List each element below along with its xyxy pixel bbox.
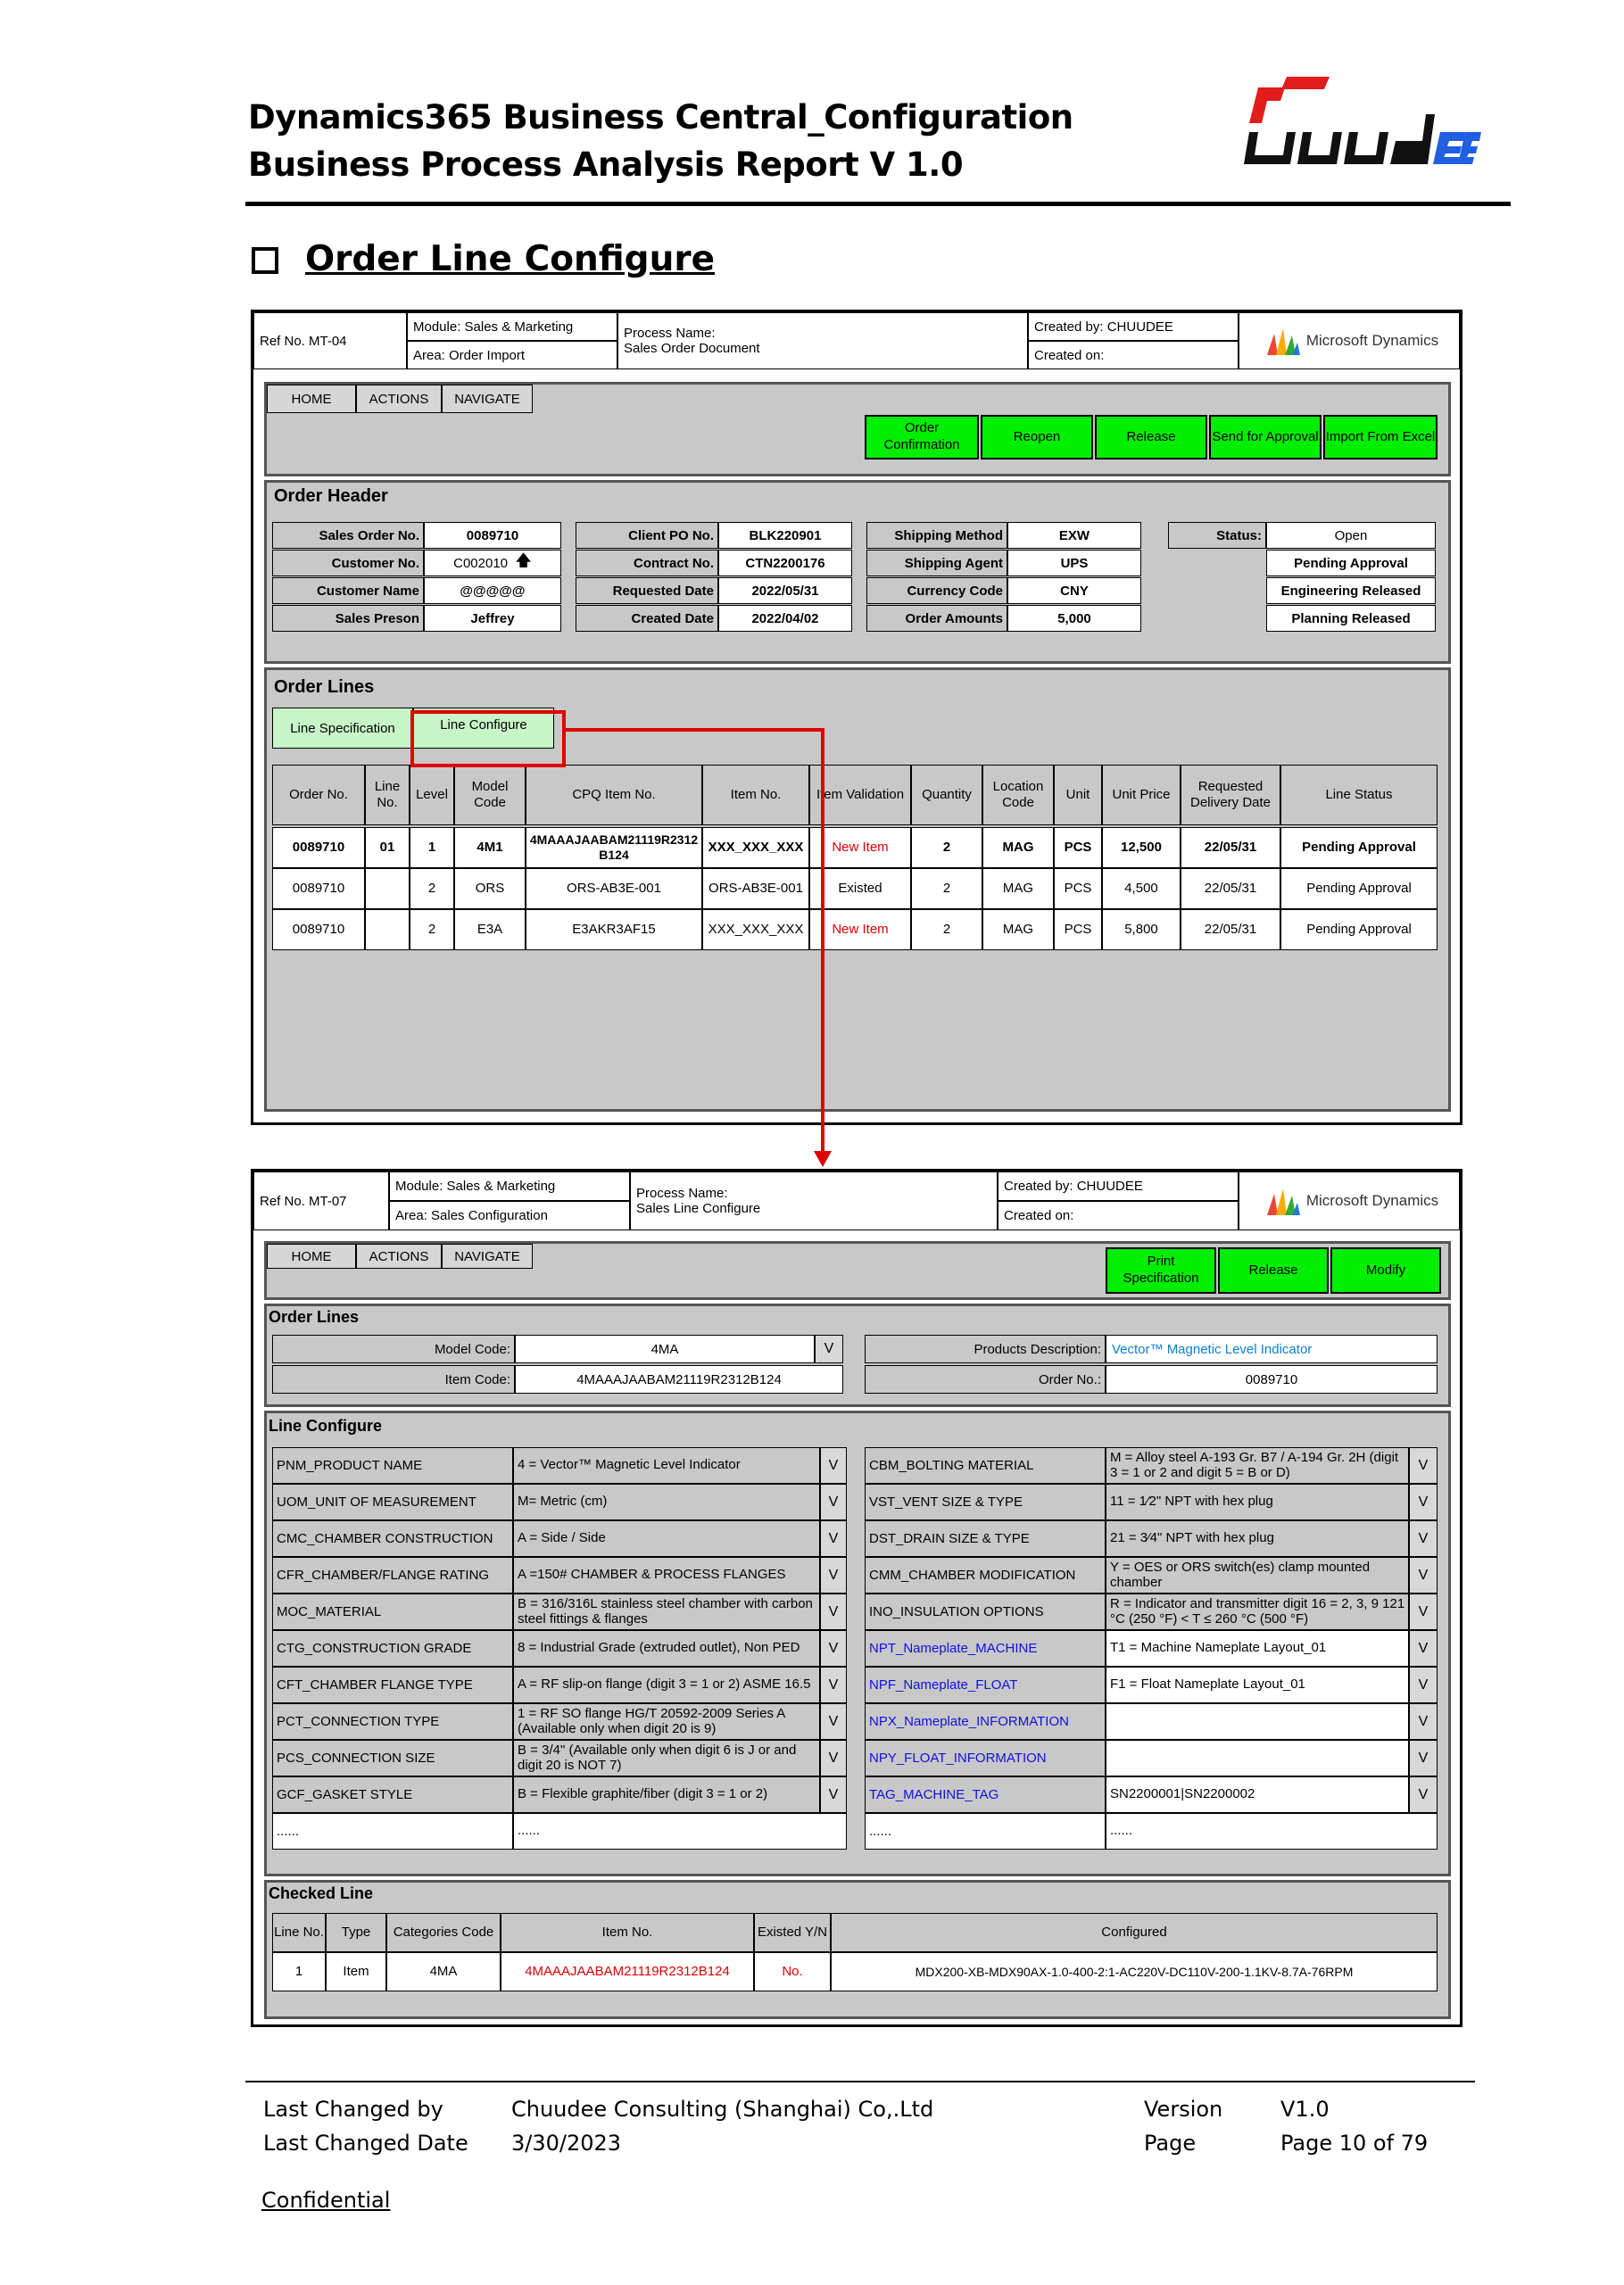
table-cell: XXX_XXX_XXX [702,827,809,868]
table-cell[interactable]: 4MAAAJAABAM21119R2312B124 [501,1952,754,1991]
config-dropdown-button[interactable]: V [1409,1703,1438,1740]
config-option-label: ...... [272,1813,513,1850]
header-rule [245,202,1511,206]
table-cell: PCS [1054,909,1102,950]
config-option-value[interactable]: M = Alloy steel A-193 Gr. B7 / A-194 Gr. 2H (digit 3 = 1 or 2 and digit 5 = B or D) [1106,1447,1409,1484]
config-option-value[interactable]: A = Side / Side [513,1520,820,1557]
table-cell: New Item [809,909,911,950]
sales-person-field[interactable]: Jeffrey [424,605,561,632]
table-cell[interactable]: 4MAAAJAABAM21119R2312B124 [526,827,702,868]
table-cell: 0089710 [272,868,365,909]
col-item-no: Item No. [702,765,809,825]
table-cell: 01 [365,827,410,868]
reopen-button[interactable]: Reopen [981,415,1093,459]
col-line-status: Line Status [1280,765,1438,825]
page-label: Page [1144,2131,1197,2156]
col-unit: Unit [1054,765,1102,825]
config-option-value[interactable]: M= Metric (cm) [513,1484,820,1520]
col-item-no: Item No. [501,1913,754,1952]
table-cell: PCS [1054,827,1102,868]
table-cell: 0089710 [272,909,365,950]
col-location-code: Location Code [982,765,1054,825]
sales-order-no-label: Sales Order No. [272,522,424,549]
chuudee-logo [1231,70,1481,177]
table-cell: 22/05/31 [1181,827,1280,868]
table-cell: E3A [454,909,526,950]
config-option-value[interactable]: B = 316/316L stainless steel chamber with carbon steel fittings & flanges [513,1594,820,1630]
area-label: Area: Sales Configuration [389,1201,630,1230]
config-option-value[interactable]: 21 = 3⁄4" NPT with hex plug [1106,1520,1409,1557]
table-cell: Existed [809,868,911,909]
tab-home[interactable]: HOME [267,1244,356,1269]
col-unit-price: Unit Price [1102,765,1181,825]
config-option-label: GCF_GASKET STYLE [272,1776,513,1813]
table-cell: ORS [454,868,526,909]
currency-code-field[interactable]: CNY [1007,577,1141,604]
item-code-field[interactable]: 4MAAAJAABAM21119R2312B124 [515,1365,843,1394]
customer-name-label: Customer Name [272,577,424,604]
config-option-label: NPX_Nameplate_INFORMATION [865,1703,1106,1740]
tab-navigate[interactable]: NAVIGATE [442,1244,533,1269]
modify-button[interactable]: Modify [1330,1247,1441,1294]
module-label: Module: Sales & Marketing [389,1171,630,1201]
confidential-label: Confidential [261,2188,391,2213]
table-cell [365,909,410,950]
config-dropdown-button[interactable]: V [1409,1484,1438,1520]
order-no-label: Order No.: [865,1365,1106,1394]
process-label: Process Name: [624,326,716,341]
table-cell: Pending Approval [1280,868,1438,909]
process-name-box [630,1171,998,1230]
page-number: Page 10 of 79 [1280,2131,1429,2156]
col-line-no: Line No. [272,1913,326,1952]
customer-no-label: Customer No. [272,550,424,576]
config-option-label: PCS_CONNECTION SIZE [272,1740,513,1776]
config-option-label: CTG_CONSTRUCTION GRADE [272,1630,513,1667]
config-option-label: NPT_Nameplate_MACHINE [865,1630,1106,1667]
table-cell: 5,800 [1102,909,1181,950]
sales-order-no-field[interactable]: 0089710 [424,522,561,549]
checked-line-panel [264,1880,1451,2019]
status-pending-approval[interactable]: Pending Approval [1266,550,1436,576]
config-option-label: UOM_UNIT OF MEASUREMENT [272,1484,513,1520]
client-po-field[interactable]: BLK220901 [718,522,852,549]
table-cell: 2 [410,868,454,909]
table-cell: MAG [982,909,1054,950]
created-by: Created by: CHUUDEE [1028,312,1239,341]
shipping-method-field[interactable]: EXW [1007,522,1141,549]
table-cell: 1 [272,1952,326,1991]
table-cell [365,868,410,909]
created-date-label: Created Date [576,605,718,632]
last-changed-by-label: Last Changed by [263,2097,443,2122]
config-dropdown-button[interactable]: V [1409,1776,1438,1813]
config-option-label: CFT_CHAMBER FLANGE TYPE [272,1667,513,1703]
config-dropdown-button[interactable]: V [1409,1447,1438,1484]
created-on: Created on: [998,1201,1239,1230]
config-option-value[interactable]: B = Flexible graphite/fiber (digit 3 = 1 or 2) [513,1776,820,1813]
company-name: Chuudee Consulting (Shanghai) Co,.Ltd [511,2097,934,2122]
order-amounts-label: Order Amounts [866,605,1007,632]
requested-date-field[interactable]: 2022/05/31 [718,577,852,604]
table-cell: 22/05/31 [1181,909,1280,950]
order-amounts-field[interactable]: 5,000 [1007,605,1141,632]
config-option-value[interactable]: T1 = Machine Nameplate Layout_01 [1106,1630,1409,1667]
ref-no: Ref No. MT-04 [253,312,407,369]
client-po-label: Client PO No. [576,522,718,549]
config-option-value[interactable]: 8 = Industrial Grade (extruded outlet), Non PED [513,1630,820,1667]
import-from-excel-button[interactable]: Import From Excel [1323,415,1438,459]
status-open[interactable]: Open [1266,522,1436,549]
requested-date-label: Requested Date [576,577,718,604]
config-dropdown-button[interactable]: V [820,1740,847,1776]
tab-navigate[interactable]: NAVIGATE [442,385,533,413]
config-option-value[interactable]: SN2200001|SN2200002 [1106,1776,1409,1813]
config-option-label: ...... [865,1813,1106,1850]
config-option-value[interactable]: 4 = Vector™ Magnetic Level Indicator [513,1447,820,1484]
process-name: Sales Line Configure [636,1201,761,1216]
order-lines-panel [264,1304,1451,1407]
col-line-no: Line No. [365,765,410,825]
col-quantity: Quantity [911,765,982,825]
line-configure-panel [264,1411,1451,1876]
last-changed-date: 3/30/2023 [511,2131,622,2156]
config-option-label: CMC_CHAMBER CONSTRUCTION [272,1520,513,1557]
sales-person-label: Sales Preson [272,605,424,632]
config-option-label: CMM_CHAMBER MODIFICATION [865,1557,1106,1594]
config-option-label: DST_DRAIN SIZE & TYPE [865,1520,1106,1557]
config-dropdown-button[interactable]: V [820,1520,847,1557]
tab-line-specification[interactable]: Line Specification [272,708,413,749]
customer-name-field[interactable]: @@@@@ [424,577,561,604]
shipping-method-label: Shipping Method [866,522,1007,549]
config-dropdown-button[interactable]: V [1409,1740,1438,1776]
config-dropdown-button[interactable]: V [1409,1520,1438,1557]
config-option-value[interactable] [1106,1740,1409,1776]
col-requested-delivery-date: Requested Delivery Date [1181,765,1280,825]
products-description-label: Products Description: [865,1335,1106,1363]
products-description-field[interactable]: Vector™ Magnetic Level Indicator [1106,1335,1438,1363]
config-option-label: NPY_FLOAT_INFORMATION [865,1740,1106,1776]
config-option-label: CBM_BOLTING MATERIAL [865,1447,1106,1484]
tab-actions[interactable]: ACTIONS [356,385,442,413]
config-dropdown-button[interactable]: V [1409,1594,1438,1630]
table-cell: MDX200-XB-MDX90AX-1.0-400-2:1-AC220V-DC110V-200-1.1KV-8.7A-76RPM [831,1952,1438,1991]
status-planning-released[interactable]: Planning Released [1266,605,1436,632]
created-date-field[interactable]: 2022/04/02 [718,605,852,632]
doc-title-line2: Business Process Analysis Report V 1.0 [248,145,964,184]
config-dropdown-button[interactable]: V [820,1484,847,1520]
config-dropdown-button[interactable]: V [820,1667,847,1703]
ms-dynamics-logo: Microsoft Dynamics [1239,312,1460,369]
checked-line-title: Checked Line [269,1884,374,1902]
col-categories-code: Categories Code [386,1913,501,1952]
table-cell: Item [326,1952,386,1991]
table-cell: 4,500 [1102,868,1181,909]
table-cell: PCS [1054,868,1102,909]
process-name: Sales Order Document [624,341,760,356]
send-for-approval-button[interactable]: Send for Approval [1209,415,1322,459]
config-option-label: VST_VENT SIZE & TYPE [865,1484,1106,1520]
checkbox-icon [252,247,278,274]
config-option-value[interactable]: 1 = RF SO flange HG/T 20592-2009 Series A (Available only when digit 20 is 9) [513,1703,820,1740]
config-dropdown-button[interactable]: V [820,1447,847,1484]
ms-dynamics-icon [1265,1185,1301,1217]
config-option-value[interactable]: Y = OES or ORS switch(es) clamp mounted chamber [1106,1557,1409,1594]
col-item-validation: Item Validation [809,765,911,825]
table-cell: New Item [809,827,911,868]
table-cell: MAG [982,827,1054,868]
screen2-frame [251,1169,1462,2027]
col-level: Level [410,765,454,825]
table-cell: 2 [911,909,982,950]
area-label: Area: Order Import [407,341,617,369]
config-dropdown-button[interactable]: V [1409,1630,1438,1667]
version-label: Version [1144,2097,1223,2122]
process-label: Process Name: [636,1186,728,1201]
config-option-value[interactable]: A =150# CHAMBER & PROCESS FLANGES [513,1557,820,1594]
table-cell[interactable]: ORS-AB3E-001 [526,868,702,909]
order-header-panel [264,480,1451,664]
table-cell: 2 [410,909,454,950]
ms-dynamics-icon [1265,325,1301,357]
contract-no-label: Contract No. [576,550,718,576]
config-option-value[interactable]: F1 = Float Nameplate Layout_01 [1106,1667,1409,1703]
section-title: Order Line Configure [305,239,716,279]
table-cell: 0089710 [272,827,365,868]
config-option-value[interactable]: ...... [1106,1813,1438,1850]
shipping-agent-label: Shipping Agent [866,550,1007,576]
ribbon [264,382,1451,476]
order-lines-title: Order Lines [269,1308,360,1326]
version-value: V1.0 [1280,2097,1330,2122]
config-dropdown-button[interactable]: V [820,1703,847,1740]
config-option-label: NPF_Nameplate_FLOAT [865,1667,1106,1703]
config-dropdown-button[interactable]: V [1409,1557,1438,1594]
config-dropdown-button[interactable]: V [820,1557,847,1594]
contract-no-field[interactable]: CTN2200176 [718,550,852,576]
footer-rule [245,2081,1475,2082]
table-cell: XXX_XXX_XXX [702,909,809,950]
config-dropdown-button[interactable]: V [820,1776,847,1813]
ms-dynamics-logo: Microsoft Dynamics [1239,1171,1460,1230]
shipping-agent-field[interactable]: UPS [1007,550,1141,576]
config-option-label: TAG_MACHINE_TAG [865,1776,1106,1813]
config-option-value[interactable]: B = 3/4" (Available only when digit 6 is J or and digit 20 is NOT 7) [513,1740,820,1776]
table-cell[interactable]: E3AKR3AF15 [526,909,702,950]
table-cell: Pending Approval [1280,827,1438,868]
order-lines-title: Order Lines [274,677,375,697]
config-option-value[interactable]: R = Indicator and transmitter digit 16 = 2, 3, 9 121 °C (250 °F) < T ≤ 260 °C (500 °F) [1106,1594,1409,1630]
tab-home[interactable]: HOME [267,385,356,413]
table-cell: 2 [911,868,982,909]
config-option-value[interactable] [1106,1703,1409,1740]
status-label: Status: [1168,522,1266,549]
col-model-code: Model Code [454,765,526,825]
config-option-label: PCT_CONNECTION TYPE [272,1703,513,1740]
model-code-label: Model Code: [272,1335,515,1363]
highlight-box [410,710,566,767]
release-button[interactable]: Release [1218,1247,1329,1294]
print-specification-button[interactable]: Print Specification [1106,1247,1216,1294]
customer-no-field[interactable]: C002010 🡅 [424,550,561,576]
table-cell: ORS-AB3E-001 [702,868,809,909]
config-option-value[interactable]: ...... [513,1813,847,1850]
col-type: Type [326,1913,386,1952]
config-option-label: INO_INSULATION OPTIONS [865,1594,1106,1630]
doc-title-line1: Dynamics365 Business Central_Configuration [248,98,1073,137]
tab-actions[interactable]: ACTIONS [356,1244,442,1269]
table-cell: 1 [410,827,454,868]
table-cell: 2 [911,827,982,868]
table-cell: No. [754,1952,831,1991]
table-cell: 12,500 [1102,827,1181,868]
config-option-label: PNM_PRODUCT NAME [272,1447,513,1484]
order-confirmation-button[interactable]: Order Confirmation [865,415,979,459]
col-cpq-item-no: CPQ Item No. [526,765,702,825]
flow-arrow [553,723,839,1169]
config-option-value[interactable]: A = RF slip-on flange (digit 3 = 1 or 2) ASME 16.5 [513,1667,820,1703]
config-dropdown-button[interactable]: V [1409,1667,1438,1703]
status-engineering-released[interactable]: Engineering Released [1266,577,1436,604]
table-cell: Pending Approval [1280,909,1438,950]
table-cell: MAG [982,868,1054,909]
tab-line-configure[interactable]: Line Configure [413,708,554,749]
module-label: Module: Sales & Marketing [407,312,617,341]
model-code-dropdown[interactable]: V [815,1335,843,1363]
model-code-field[interactable]: 4MA [515,1335,815,1363]
table-cell: 4M1 [454,827,526,868]
table-cell: 22/05/31 [1181,868,1280,909]
config-option-value[interactable]: 11 = 1⁄2" NPT with hex plug [1106,1484,1409,1520]
order-no-field[interactable]: 0089710 [1106,1365,1438,1394]
last-changed-date-label: Last Changed Date [263,2131,468,2156]
config-dropdown-button[interactable]: V [820,1594,847,1630]
line-configure-title: Line Configure [269,1417,382,1435]
col-existed: Existed Y/N [754,1913,831,1952]
item-code-label: Item Code: [272,1365,515,1394]
col-order-no: Order No. [272,765,365,825]
process-name-box [617,312,1028,369]
col-configured: Configured [831,1913,1438,1952]
release-button[interactable]: Release [1095,415,1207,459]
lookup-arrow-icon[interactable]: 🡅 [515,551,532,569]
created-by: Created by: CHUUDEE [998,1171,1239,1201]
currency-code-label: Currency Code [866,577,1007,604]
ref-no: Ref No. MT-07 [253,1171,389,1230]
created-on: Created on: [1028,341,1239,369]
table-cell: 4MA [386,1952,501,1991]
config-option-label: MOC_MATERIAL [272,1594,513,1630]
order-header-title: Order Header [274,486,388,506]
config-option-label: CFR_CHAMBER/FLANGE RATING [272,1557,513,1594]
config-dropdown-button[interactable]: V [820,1630,847,1667]
ribbon [264,1241,1451,1300]
